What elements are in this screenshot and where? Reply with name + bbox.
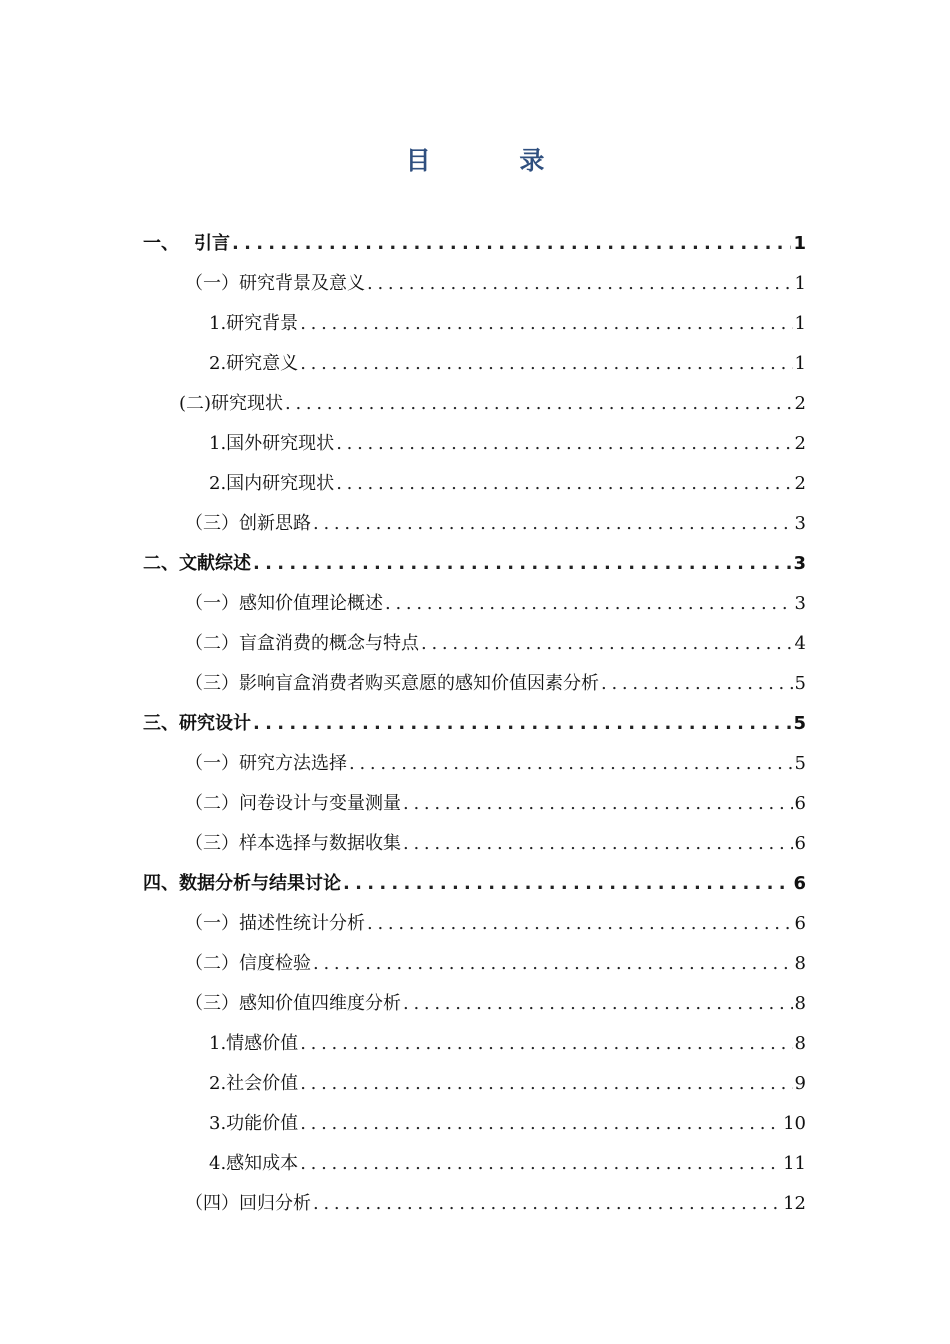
dot-leader	[343, 864, 791, 904]
toc-entry[interactable]	[143, 864, 806, 904]
toc-entry-page: 2	[794, 393, 806, 414]
toc-entry-page: 1	[794, 273, 806, 294]
toc-entry-page: 1	[794, 313, 806, 334]
toc-entry-label: 2.研究意义	[209, 353, 299, 374]
toc-entry-label: 2.社会价值	[209, 1073, 299, 1094]
dot-leader	[232, 224, 791, 264]
toc-entry-label: 4.感知成本	[209, 1153, 299, 1174]
dot-leader	[336, 464, 792, 504]
dot-leader	[300, 1144, 781, 1184]
toc-entry-page: 3	[793, 553, 806, 574]
dot-leader	[403, 784, 793, 824]
toc-entry[interactable]	[143, 584, 806, 624]
toc-entry[interactable]	[143, 1024, 806, 1064]
toc-entry[interactable]	[143, 904, 806, 944]
toc-entry-page: 3	[794, 593, 806, 614]
toc-entry[interactable]	[143, 944, 806, 984]
table-of-contents	[143, 224, 806, 1224]
toc-entry-page: 5	[794, 753, 806, 774]
toc-entry[interactable]	[143, 424, 806, 464]
toc-entry-page: 2	[794, 473, 806, 494]
toc-entry[interactable]	[143, 1064, 806, 1104]
toc-entry-page: 1	[793, 233, 806, 254]
toc-entry[interactable]	[143, 664, 806, 704]
toc-entry-label: 二、文献综述	[143, 553, 251, 574]
dot-leader	[367, 904, 793, 944]
toc-entry-label: 三、研究设计	[143, 713, 251, 734]
dot-leader	[300, 304, 792, 344]
toc-entry-page: 2	[794, 433, 806, 454]
toc-entry-page: 8	[794, 1033, 806, 1054]
toc-entry-label: 1.研究背景	[209, 313, 299, 334]
toc-entry[interactable]	[143, 304, 806, 344]
toc-entry[interactable]	[143, 784, 806, 824]
toc-entry-page: 4	[794, 633, 806, 654]
toc-entry-label: （一）感知价值理论概述	[185, 593, 383, 614]
toc-entry-label: （四）回归分析	[185, 1193, 311, 1214]
dot-leader	[300, 1064, 792, 1104]
dot-leader	[336, 424, 792, 464]
toc-entry-label: （二）盲盒消费的概念与特点	[185, 633, 419, 654]
toc-entry[interactable]	[143, 1184, 806, 1224]
toc-entry-page: 6	[794, 913, 806, 934]
toc-entry-label: （一）研究方法选择	[185, 753, 347, 774]
toc-entry-number: 一、	[143, 233, 179, 254]
toc-title: 目 录	[405, 146, 585, 175]
toc-entry-label: （二）信度检验	[185, 953, 311, 974]
toc-entry-label: （三）创新思路	[185, 513, 311, 534]
toc-entry[interactable]	[143, 704, 806, 744]
toc-entry-label: （二）问卷设计与变量测量	[185, 793, 401, 814]
toc-entry-page: 9	[794, 1073, 806, 1094]
toc-entry-page: 6	[793, 873, 806, 894]
dot-leader	[601, 664, 793, 704]
toc-entry[interactable]	[143, 224, 806, 264]
toc-entry[interactable]	[143, 744, 806, 784]
dot-leader	[385, 584, 793, 624]
dot-leader	[313, 1184, 781, 1224]
dot-leader	[300, 1104, 781, 1144]
toc-entry[interactable]	[143, 624, 806, 664]
dot-leader	[300, 344, 792, 384]
toc-entry-label: （一）描述性统计分析	[185, 913, 365, 934]
toc-entry-label: （一）研究背景及意义	[185, 273, 365, 294]
toc-entry-label: 引言	[193, 233, 230, 254]
toc-entry[interactable]	[143, 384, 806, 424]
toc-entry[interactable]	[143, 1144, 806, 1184]
dot-leader	[285, 384, 793, 424]
toc-entry-page: 6	[794, 793, 806, 814]
dot-leader	[313, 504, 793, 544]
toc-entry-page: 11	[783, 1153, 806, 1174]
toc-entry-page: 8	[794, 993, 806, 1014]
toc-entry-page: 12	[783, 1193, 806, 1214]
toc-entry-label: 3.功能价值	[209, 1113, 299, 1134]
toc-entry-label: 1.国外研究现状	[209, 433, 335, 454]
dot-leader	[300, 1024, 792, 1064]
toc-entry-page: 3	[794, 513, 806, 534]
toc-entry-page: 8	[794, 953, 806, 974]
toc-entry-label: 2.国内研究现状	[209, 473, 335, 494]
toc-entry-label: （三）样本选择与数据收集	[185, 833, 401, 854]
toc-entry-label: （三）影响盲盒消费者购买意愿的感知价值因素分析	[185, 673, 599, 694]
dot-leader	[403, 824, 793, 864]
dot-leader	[403, 984, 793, 1024]
toc-entry-label: 1.情感价值	[209, 1033, 299, 1054]
dot-leader	[313, 944, 793, 984]
toc-entry[interactable]	[143, 544, 806, 584]
dot-leader	[421, 624, 793, 664]
toc-entry-page: 5	[793, 713, 806, 734]
toc-entry[interactable]	[143, 464, 806, 504]
toc-entry[interactable]	[143, 504, 806, 544]
toc-entry[interactable]	[143, 344, 806, 384]
toc-entry-label: 四、数据分析与结果讨论	[143, 873, 341, 894]
dot-leader	[253, 544, 791, 584]
toc-entry[interactable]	[143, 824, 806, 864]
toc-entry[interactable]	[143, 264, 806, 304]
toc-entry[interactable]	[143, 1104, 806, 1144]
toc-entry-label: （三）感知价值四维度分析	[185, 993, 401, 1014]
toc-entry-page: 5	[794, 673, 806, 694]
toc-entry-label: (二)研究现状	[179, 393, 284, 414]
dot-leader	[367, 264, 793, 304]
toc-entry[interactable]	[143, 984, 806, 1024]
toc-entry-page: 6	[794, 833, 806, 854]
dot-leader	[253, 704, 791, 744]
dot-leader	[349, 744, 793, 784]
toc-entry-page: 1	[794, 353, 806, 374]
toc-entry-page: 10	[783, 1113, 806, 1134]
